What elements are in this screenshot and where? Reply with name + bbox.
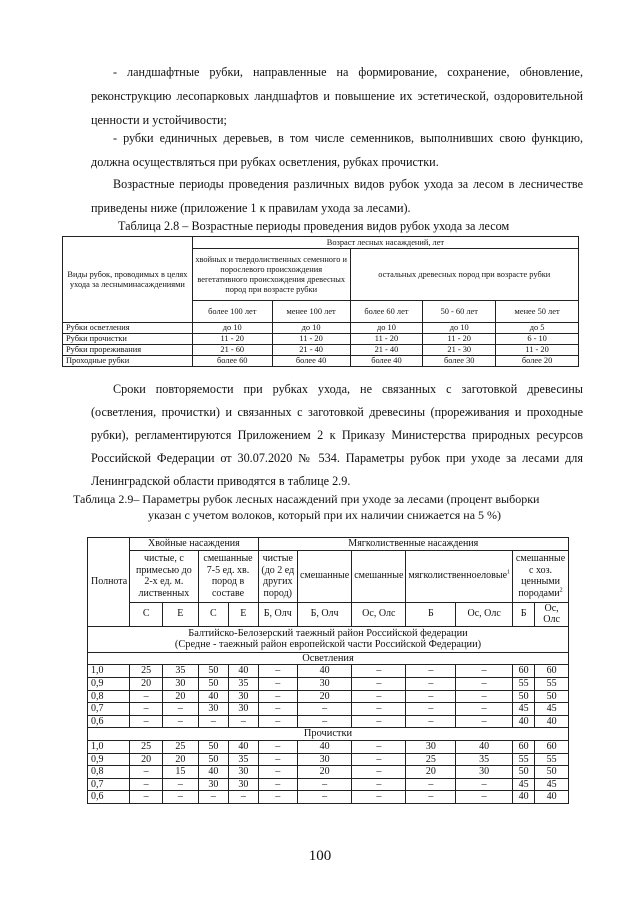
subheader: менее 50 лет [496,301,579,323]
species-header: Б [513,602,535,626]
table-2-9 [87,537,569,804]
value-cell: 25 [406,753,456,766]
value-cell: – [297,703,351,716]
value-cell: 40 [513,791,535,804]
table-2-8 [62,236,579,367]
polnota-cell: 0,9 [88,677,130,690]
value-cell: 25 [163,740,198,753]
table-row [88,677,569,690]
value-cell: 55 [535,677,569,690]
value-cell: 35 [456,753,513,766]
value-cell: – [163,791,198,804]
value-cell: 30 [406,740,456,753]
value-cell: – [258,753,297,766]
value-cell: 20 [130,677,163,690]
table-row [88,791,569,804]
value-cell: – [163,703,198,716]
table-row [88,778,569,791]
value-cell: 40 [535,715,569,728]
subheader: более 60 лет [350,301,423,323]
value-cell: – [406,690,456,703]
value-cell: – [456,665,513,678]
value-cell: – [258,740,297,753]
value-cell: 40 [456,740,513,753]
subheader: менее 100 лет [272,301,350,323]
value-cell: 40 [297,740,351,753]
polnota-cell: 0,8 [88,766,130,779]
header-conifer-group: хвойных и твердолиственных семенного и порослевого происхождения вегетативного происхождения древесных пород при возрасте рубки [192,249,350,301]
value-cell: 25 [130,740,163,753]
value-cell: – [352,665,406,678]
table-row [88,740,569,753]
value-cell: – [130,766,163,779]
value-cell: 30 [198,703,229,716]
paragraph-age-periods: Возрастные периоды проведения различных видов рубок ухода за лесом в лесничестве приведены ниже (приложение 1 к правилам ухода за лесами). [91,177,583,215]
species-header: Ос, Олс [352,602,406,626]
polnota-cell: 0,8 [88,690,130,703]
species-header: Б [406,602,456,626]
value-cell: – [406,677,456,690]
table-row [88,703,569,716]
value-cell: – [130,715,163,728]
header-mixed-soft-2: смешанные [352,550,406,602]
table-2-9-caption-line2: указан с учетом волоков, который при их наличии снижается на 5 %) [148,508,502,522]
value-cell: – [297,791,351,804]
value-cell: 30 [229,690,258,703]
value-cell: 50 [198,665,229,678]
value-cell: – [406,715,456,728]
value-cell: 30 [297,753,351,766]
value-cell: 35 [229,753,258,766]
value-cell: – [406,791,456,804]
polnota-cell: 1,0 [88,740,130,753]
value-cell: – [258,677,297,690]
value-cell: 50 [198,753,229,766]
table-row [88,766,569,779]
value-cell: – [352,791,406,804]
polnota-cell: 1,0 [88,665,130,678]
table-row [88,715,569,728]
paragraph-single-trees: - рубки единичных деревьев, в том числе семенников, выполнивших свою функцию, должна осуществляться при рубках осветления, рубках прочистки. [91,131,583,169]
value-cell: 20 [297,766,351,779]
paragraph-landscape-cuttings: - ландшафтные рубки, направленные на формирование, сохранение, обновление, реконструкцию лесопарковых ландшафтов и повышение их эстетической, оздоровительной ценности и устойчивости; [91,65,583,127]
value-cell: – [456,715,513,728]
value-cell: 55 [513,753,535,766]
species-header: С [198,602,229,626]
header-mixed-valuable: смешанные с хоз. ценными породами$^2$ [513,550,569,602]
value-cell: – [297,715,351,728]
value-cell: – [297,778,351,791]
value-cell: – [406,665,456,678]
table-row [88,690,569,703]
species-header: Ос, Олс [456,602,513,626]
header-cut-type: Виды рубок, проводимых в целях ухода за лесныминасаждениями [63,237,193,323]
value-cell: 30 [229,766,258,779]
value-cell: – [163,778,198,791]
value-cell: 50 [198,677,229,690]
value-cell: 30 [163,677,198,690]
polnota-cell: 0,6 [88,791,130,804]
paragraph-frequency: Сроки повторяемости при рубках ухода, не связанных с заготовкой древесины (осветления, прочистки) и связанных с заготовкой древесины (прореживания и проходные рубки), регламентируются Приложением 2 к Приказу Министерства природных ресурсов Российской Федерации от 30.07.2020 № 534. Параметры рубок при уходе за лесами для Ленинградской области приводятся в таблице 2.9. [91,382,583,488]
table-row: Рубки прочистки 11 - 20 11 - 20 11 - 20 11 - 20 6 - 10 [63,334,579,345]
header-polnota: Полнота [88,538,130,627]
value-cell: – [352,690,406,703]
value-cell: 60 [535,665,569,678]
value-cell: 45 [535,778,569,791]
value-cell: 30 [229,703,258,716]
subheader: 50 - 60 лет [423,301,496,323]
value-cell: – [163,715,198,728]
value-cell: 20 [406,766,456,779]
species-header: Ос, Олс [535,602,569,626]
header-conifer: Хвойные насаждения [130,538,258,551]
value-cell: 60 [513,665,535,678]
value-cell: 30 [198,778,229,791]
polnota-cell: 0,7 [88,703,130,716]
page-number: 100 [308,848,332,864]
value-cell: 60 [513,740,535,753]
value-cell: – [352,766,406,779]
header-soft-spruce: мягколиственноеловые$^1$ [406,550,513,602]
value-cell: 40 [198,766,229,779]
value-cell: – [229,715,258,728]
value-cell: 30 [297,677,351,690]
table-2-8-caption: Таблица 2.8 – Возрастные периоды проведения видов рубок ухода за лесом [118,219,510,233]
value-cell: 50 [513,690,535,703]
value-cell: – [198,791,229,804]
value-cell: – [258,665,297,678]
value-cell: – [258,766,297,779]
polnota-cell: 0,6 [88,715,130,728]
table-row [88,665,569,678]
value-cell: – [352,753,406,766]
value-cell: – [406,778,456,791]
value-cell: – [352,677,406,690]
value-cell: 20 [163,690,198,703]
value-cell: – [229,791,258,804]
value-cell: 45 [513,703,535,716]
value-cell: 50 [535,690,569,703]
value-cell: – [130,791,163,804]
section-rows-prochistki [88,740,569,803]
value-cell: – [352,740,406,753]
table-row: Рубки осветления до 10 до 10 до 10 до 10 до 5 [63,323,579,334]
value-cell: 40 [229,740,258,753]
header-pure-soft: чистые (до 2 ед других пород) [258,550,297,602]
polnota-cell: 0,7 [88,778,130,791]
value-cell: – [198,715,229,728]
table-row: Проходные рубки более 60 более 40 более 40 более 30 более 20 [63,356,579,367]
species-header: Е [229,602,258,626]
value-cell: 40 [513,715,535,728]
value-cell: 50 [535,766,569,779]
header-softwood: Мягколиственные насаждения [258,538,568,551]
value-cell: – [130,690,163,703]
value-cell: 40 [535,791,569,804]
value-cell: – [352,703,406,716]
value-cell: 20 [130,753,163,766]
value-cell: 40 [198,690,229,703]
value-cell: – [258,715,297,728]
value-cell: 35 [163,665,198,678]
table-2-9-caption-line1: Таблица 2.9– Параметры рубок лесных насаждений при уходе за лесами (процент выборки [73,492,540,506]
section-header-osvetleniya: Осветления [88,652,569,665]
value-cell: 50 [513,766,535,779]
value-cell: 35 [229,677,258,690]
value-cell: – [258,778,297,791]
value-cell: – [258,690,297,703]
table-row: Рубки прореживания 21 - 60 21 - 40 21 - 40 21 - 30 11 - 20 [63,345,579,356]
value-cell: 55 [535,753,569,766]
value-cell: – [352,715,406,728]
value-cell: 60 [535,740,569,753]
value-cell: – [130,703,163,716]
value-cell: 25 [130,665,163,678]
value-cell: 15 [163,766,198,779]
header-other-group: остальных древесных пород при возрасте рубки [350,249,578,301]
value-cell: – [258,791,297,804]
header-pure-conifer: чистые, с примесью до 2-х ед. м. лиственных [130,550,198,602]
value-cell: – [406,703,456,716]
species-header: Б, Олч [297,602,351,626]
value-cell: – [456,703,513,716]
header-mixed-soft: смешанные [297,550,351,602]
header-mixed-conifer: смешанные 7-5 ед. хв. пород в составе [198,550,258,602]
value-cell: 20 [297,690,351,703]
value-cell: – [258,703,297,716]
value-cell: 40 [297,665,351,678]
header-age: Возраст лесных насаждений, лет [192,237,578,249]
region-header: Балтийско-Белозерский таежный район Российской федерации (Средне - таежный район европейской части Российской Федерации) [88,626,569,652]
polnota-cell: 0,9 [88,753,130,766]
value-cell: 30 [456,766,513,779]
value-cell: 40 [229,665,258,678]
value-cell: – [456,677,513,690]
value-cell: – [456,791,513,804]
table-row [88,753,569,766]
section-header-prochistki: Прочистки [88,728,569,741]
subheader: более 100 лет [192,301,272,323]
value-cell: 30 [229,778,258,791]
species-header: С [130,602,163,626]
value-cell: 50 [198,740,229,753]
value-cell: – [456,690,513,703]
value-cell: – [456,778,513,791]
value-cell: – [130,778,163,791]
species-header: Б, Олч [258,602,297,626]
value-cell: 45 [535,703,569,716]
value-cell: 20 [163,753,198,766]
value-cell: – [352,778,406,791]
section-rows-osvetleniya [88,665,569,728]
species-header: Е [163,602,198,626]
value-cell: 55 [513,677,535,690]
value-cell: 45 [513,778,535,791]
